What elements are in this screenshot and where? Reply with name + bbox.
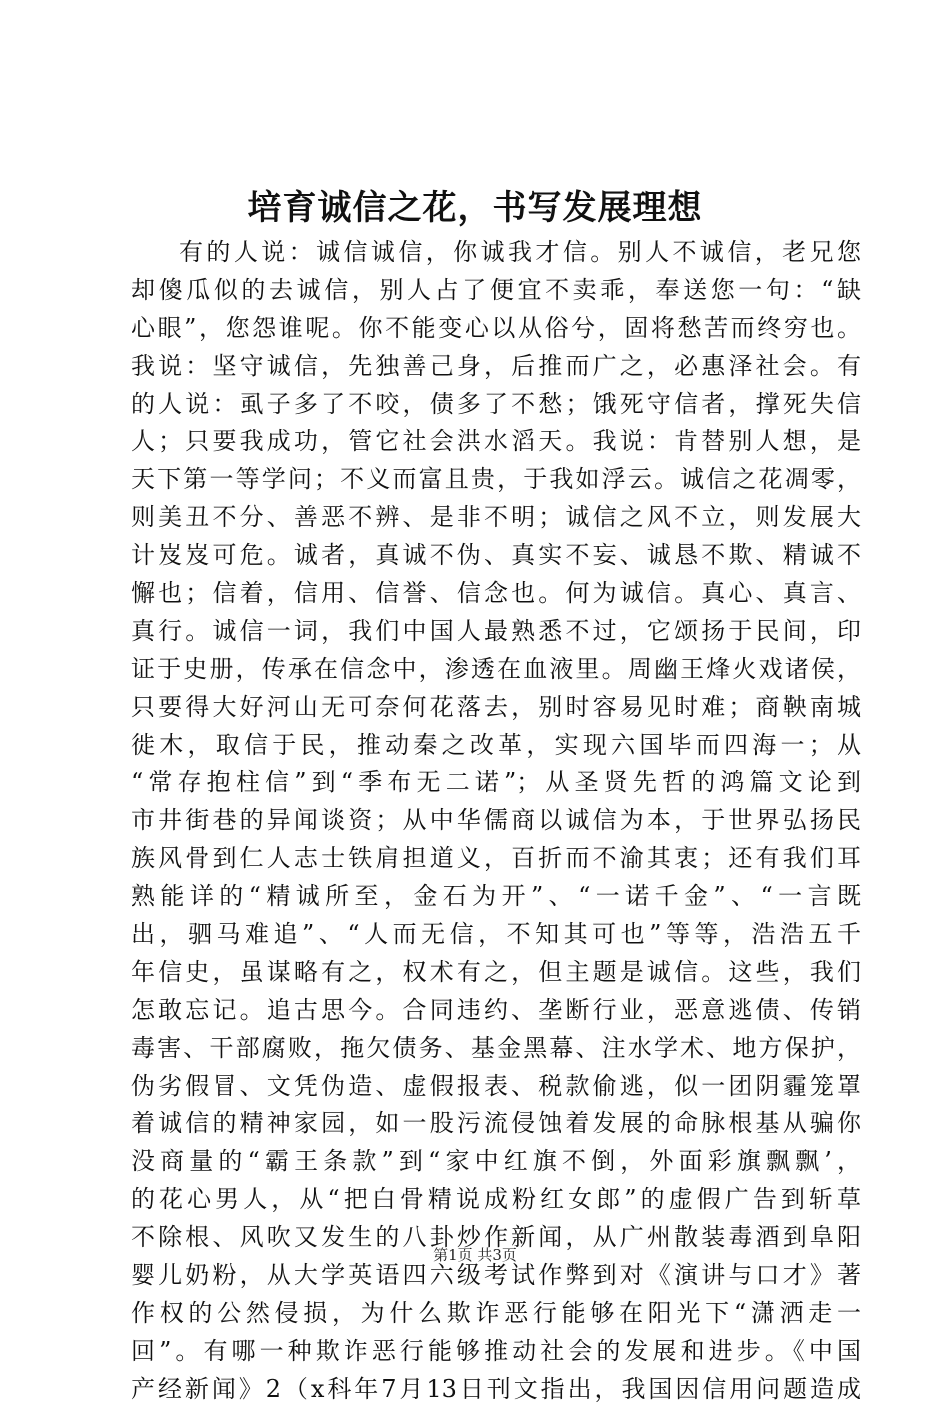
text-line: 毒害、干部腐败，拖欠债务、基金黑幕、注水学术、地方保护， [131,1033,861,1062]
document-title: 培育诚信之花，书写发展理想 [247,188,703,228]
text-line: 着诚信的精神家园，如一股污流侵蚀着发展的命脉根基从骗你 [131,1109,861,1138]
text-line: 回”。有哪一种欺诈恶行能够推动社会的发展和进步。《中国 [131,1336,861,1365]
text-line: 则美丑不分、善恶不辨、是非不明；诚信之风不立，则发展大 [131,503,861,532]
text-line: 怎敢忘记。追古思今。合同违约、垄断行业，恶意逃债、传销 [131,995,861,1024]
text-line: 真行。诚信一词，我们中国人最熟悉不过，它颂扬于民间，印 [131,616,861,645]
text-line: “常存抱柱信”到“季布无二诺”；从圣贤先哲的鸿篇文论到 [131,768,861,797]
text-line: 出，驷马难追”、“人而无信，不知其可也”等等，浩浩五千 [131,920,861,949]
text-line: 的花心男人，从“把白骨精说成粉红女郎”的虚假广告到斩草 [131,1185,861,1214]
text-line: 天下第一等学问；不义而富且贵，于我如浮云。诚信之花凋零， [131,465,861,494]
text-line: 心眼”，您怨谁呢。你不能变心以从俗兮，固将愁苦而终穷也。 [131,313,861,342]
text-line: 计岌岌可危。诚者，真诚不伪、真实不妄、诚恳不欺、精诚不 [131,541,861,570]
page-number-footer: 第1页 共3页 [433,1246,517,1264]
body-paragraph [131,234,861,1409]
text-line: 伪劣假冒、文凭伪造、虚假报表、税款偷逃，似一团阴霾笼罩 [131,1071,861,1100]
text-line: 年信史，虽谋略有之，权术有之，但主题是诚信。这些，我们 [131,957,861,986]
text-line: 没商量的“霸王条款”到“家中红旗不倒，外面彩旗飘飘’， [131,1147,861,1176]
text-line: 人；只要我成功，管它社会洪水滔天。我说：肯替别人想，是 [131,427,861,456]
text-line: 的人说：虱子多了不咬，债多了不愁；饿死守信者，撑死失信 [131,389,861,418]
text-line: 熟能详的“精诚所至，金石为开”、“一诺千金”、“一言既 [131,882,861,911]
text-line: 却傻瓜似的去诚信，别人占了便宜不卖乖，奉送您一句：“缺 [131,275,861,304]
text-line: 徙木，取信于民，推动秦之改革，实现六国毕而四海一；从 [131,730,861,759]
text-line: 产经新闻》2（x科年7月13日刊文指出，我国因信用问题造成 [131,1374,861,1403]
text-line: 懈也；信着，信用、信誉、信念也。何为诚信。真心、真言、 [131,579,861,608]
text-line: 市井街巷的异闻谈资；从中华儒商以诚信为本，于世界弘扬民 [131,806,861,835]
text-line: 只要得大好河山无可奈何花落去，别时容易见时难；商鞅南城 [131,692,861,721]
text-line: 我说：坚守诚信，先独善己身，后推而广之，必惠泽社会。有 [131,351,861,380]
text-line: 婴儿奶粉，从大学英语四六级考试作弊到对《演讲与口才》著 [131,1261,861,1290]
text-line: 有的人说：诚信诚信，你诚我才信。别人不诚信，老兄您 [179,238,861,266]
text-line: 族风骨到仁人志士铁肩担道义，百折而不渝其衷；还有我们耳 [131,844,861,873]
text-line: 不除根、风吹又发生的八卦炒作新闻，从广州散装毒酒到阜阳 [131,1223,861,1252]
text-line: 作权的公然侵损，为什么欺诈恶行能够在阳光下“潇洒走一 [131,1298,861,1327]
text-line: 证于史册，传承在信念中，渗透在血液里。周幽王烽火戏诸侯， [131,654,861,683]
